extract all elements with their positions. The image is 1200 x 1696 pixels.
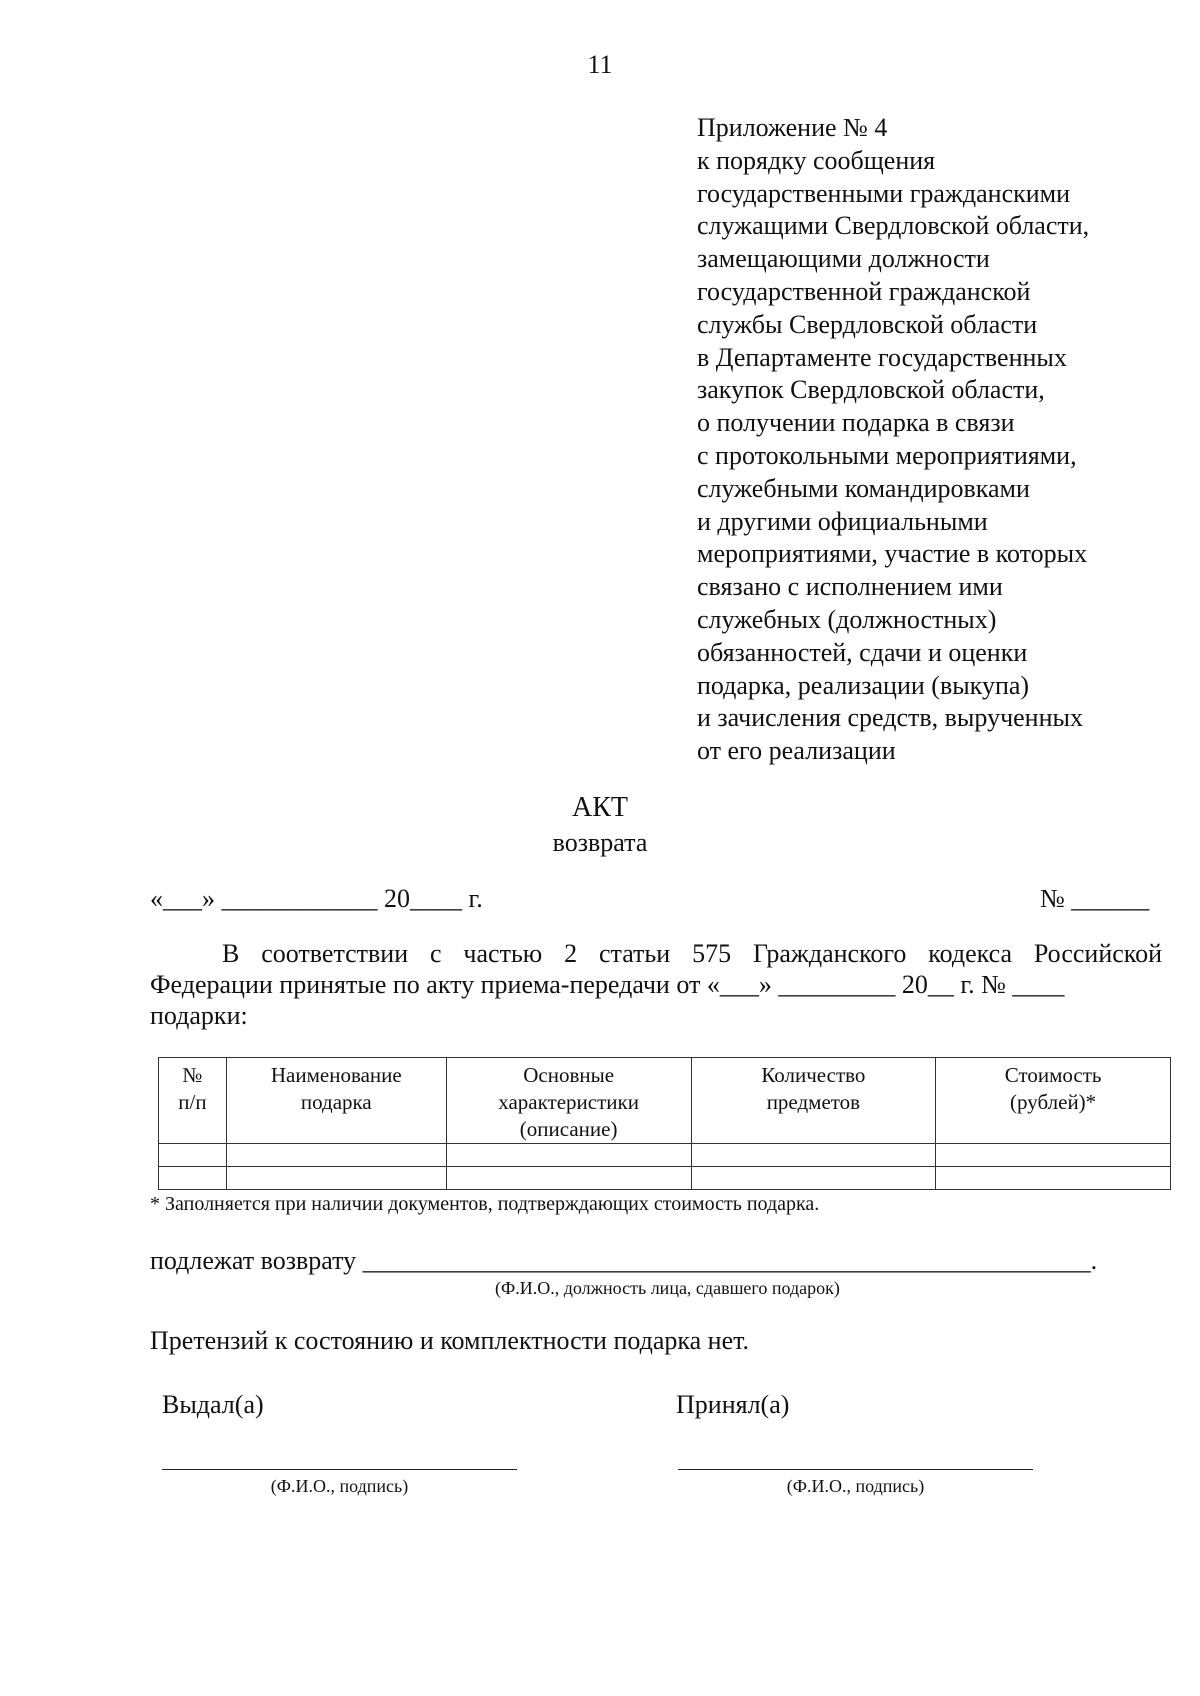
- issued-by-label: Выдал(а): [162, 1390, 264, 1419]
- header-line: Стоимость: [1004, 1063, 1102, 1087]
- appendix-line: закупок Свердловской области,: [697, 375, 1045, 405]
- table-cell[interactable]: [226, 1167, 446, 1190]
- table-cell[interactable]: [936, 1144, 1171, 1167]
- appendix-line: в Департаменте государственных: [697, 342, 1067, 372]
- header-line: п/п: [178, 1090, 207, 1114]
- table-row: [159, 1144, 1171, 1167]
- appendix-line: к порядку сообщения: [697, 145, 936, 175]
- appendix-line: службы Свердловской области: [697, 309, 1038, 339]
- cost-footnote: * Заполняется при наличии документов, подтверждающих стоимость подарка.: [150, 1193, 820, 1215]
- appendix-line: подарка, реализации (выкупа): [697, 670, 1030, 700]
- table-cell[interactable]: [691, 1167, 936, 1190]
- paragraph-line: Федерации принятые по акту приема-передачи от «___» _________ 20__ г. № ____: [150, 970, 1065, 999]
- column-header-quantity: [691, 1058, 936, 1144]
- appendix-line: о получении подарка в связи: [697, 408, 1015, 438]
- document-title: АКТ: [572, 792, 628, 823]
- received-signature-caption: (Ф.И.О., подпись): [786, 1476, 925, 1496]
- header-line: Количество: [761, 1063, 866, 1087]
- page-number: 11: [587, 50, 613, 79]
- table-header-row: [159, 1058, 1171, 1144]
- appendix-line: государственной гражданской: [697, 276, 1031, 306]
- date-field: «___» ____________ 20____ г.: [150, 884, 483, 913]
- appendix-line: и другими официальными: [697, 506, 988, 536]
- header-line: Основные: [523, 1063, 615, 1087]
- appendix-line: замещающими должности: [697, 244, 990, 274]
- column-header-characteristics: [446, 1058, 691, 1144]
- paragraph-line: В соответствии с частью 2 статьи 575 Гражданского кодекса Российской: [222, 939, 1162, 968]
- received-signature-line: [678, 1469, 1033, 1470]
- return-field: подлежат возврату ________________________________________________________.: [150, 1246, 1098, 1275]
- appendix-line: обязанностей, сдачи и оценки: [697, 637, 1028, 667]
- appendix-line: связано с исполнением ими: [697, 572, 1003, 602]
- document-subtitle: возврата: [552, 828, 648, 857]
- table-cell[interactable]: [159, 1144, 227, 1167]
- body-paragraph: [150, 938, 1162, 1031]
- column-header-gift-name: [226, 1058, 446, 1144]
- header-line: (описание): [519, 1117, 618, 1141]
- return-field-caption: (Ф.И.О., должность лица, сдавшего подарок): [495, 1278, 840, 1298]
- issued-signature-caption: (Ф.И.О., подпись): [270, 1476, 409, 1496]
- header-line: характеристики: [498, 1090, 639, 1114]
- header-line: подарка: [300, 1090, 372, 1114]
- appendix-line: от его реализации: [697, 736, 896, 766]
- appendix-line: мероприятиями, участие в которых: [697, 539, 1088, 569]
- paragraph-line: подарки:: [150, 1001, 248, 1030]
- appendix-line: и зачисления средств, вырученных: [697, 703, 1083, 733]
- table-cell[interactable]: [226, 1144, 446, 1167]
- appendix-line: с протокольными мероприятиями,: [697, 440, 1077, 470]
- header-line: Наименование: [270, 1063, 402, 1087]
- column-header-cost: [936, 1058, 1171, 1144]
- header-line: предметов: [766, 1090, 861, 1114]
- column-header-number: [159, 1058, 227, 1144]
- appendix-line: Приложение № 4: [697, 113, 888, 142]
- table-cell[interactable]: [446, 1167, 691, 1190]
- header-line: №: [182, 1063, 203, 1087]
- gift-table: [158, 1057, 1171, 1190]
- table-cell[interactable]: [446, 1144, 691, 1167]
- appendix-line: служебных (должностных): [697, 604, 997, 634]
- header-line: (рублей)*: [1010, 1090, 1097, 1114]
- appendix-line: государственными гражданскими: [697, 178, 1071, 208]
- table-cell[interactable]: [691, 1144, 936, 1167]
- act-number-field: № ______: [1040, 884, 1150, 913]
- no-claims-statement: Претензий к состоянию и комплектности подарка нет.: [150, 1326, 750, 1355]
- table-row: [159, 1167, 1171, 1190]
- table-cell[interactable]: [159, 1167, 227, 1190]
- appendix-header: [697, 112, 1167, 768]
- table-cell[interactable]: [936, 1167, 1171, 1190]
- appendix-line: служащими Свердловской области,: [697, 211, 1090, 241]
- appendix-line: служебными командировками: [697, 473, 1030, 503]
- received-by-label: Принял(а): [676, 1390, 790, 1419]
- issued-signature-line: [162, 1469, 517, 1470]
